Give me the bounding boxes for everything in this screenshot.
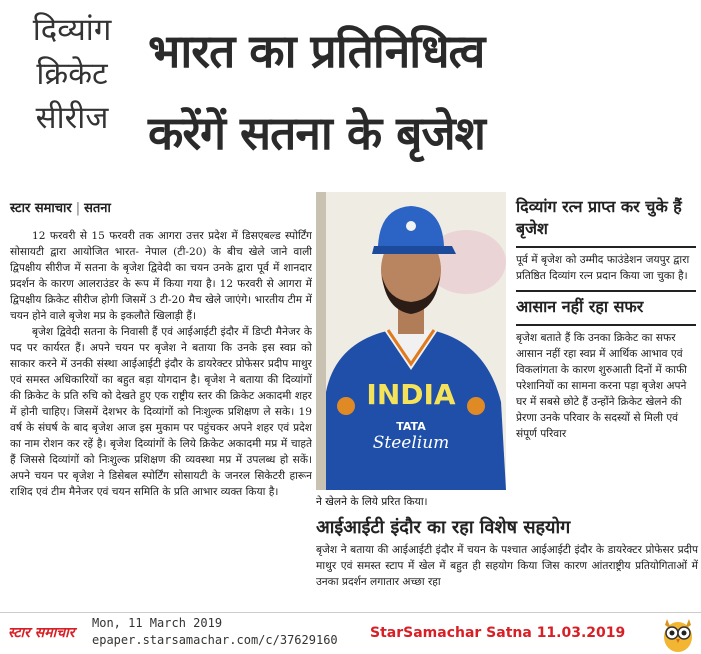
kicker-line-2: क्रिकेट [36,56,108,92]
headline [148,10,696,174]
jersey-sponsor-text: TATA [396,420,426,433]
footer-meta [92,615,338,649]
journey-heading: आसान नहीं रहा सफर [516,297,644,316]
owl-icon [661,615,695,653]
divider [516,246,696,248]
article-body [10,228,312,602]
journey-continuation: ने खेलने के लिये प्ररित किया। [316,496,428,508]
article-paragraph-1: 12 फरवरी से 15 फरवरी तक आगरा उत्तर प्रदेश में डिसएबल्ड स्पोर्टिंग सोसायटी द्वारा आयोजित भारत- नेपाल (टी-20) के बीच खेले जाने वाली द्विपक्षीय सीरीज में सतना के बृजेश द्विवेदी का चयन उनके द्वारा पूर्व में शानदार प्रदर्शन के कारण आलराउंडर के रूप में किया गया है। 12 फरवरी से आगरा में द्विपक्षीय क्रिकेट सीरीज होगी जिसमें 3 टी-20 मैच खेले जाएंगे। भारतीय टीम में चयन होने वाले बृजेश मप्र के इकलौते खिलाड़ी हैं। [10,230,312,322]
headline-line-1: भारत का प्रतिनिधित्व [148,24,485,78]
byline-source: स्टार समाचार [10,201,72,216]
kicker-line-1: दिव्यांग [32,12,112,48]
article-paragraph-2: बृजेश द्विवेदी सतना के निवासी हैं एवं आईआईटी इंदौर में डिप्टी मैनेजर के पद पर कार्यरत हैं। अपने चयन पर बृजेश ने बताया कि उनके इस स्वप्न को साकार करने में उनकी संस्था आईआईटी इंदौर के डायरेक्टर प्रोफेसर प्रदीप माथुर एवं समस्त अधिकारियों का बहुत बड़ा योगदान है। बृजेश ने बताया की दिव्यांगों की क्रिकेट के प्रति रुचि को देखते हुए एक राष्ट्रीय स्तर की क्रिकेट अकादमी शहर में होनी चाहिए। जिसमें देशभर के दिव्यांगों को निःशुल्क प्रशिक्षण ले सके। 19 वर्ष के संघर्ष के बाद बृजेश आज इस मुकाम पर पहुंचकर अपने शहर एवं प्रदेश का नाम रोशन कर रहें है। बृजेश दिव्यांगों के लिये क्रिकेट अकादमी मप्र में चाहते हैं जिससे दिव्यांगों को निःशुल्क प्रशिक्षण की व्यवस्था मप्र में उपलब्ध हो सकें। अपने चयन पर बृजेश ने डिसेबल स्पोर्टिंग सोसायटी के जनरल सिकेटरी हारून राशिद एवं टीम मैनेजर एवं चयन समिति के प्रति आभार व्यक्त किया है। [10,326,312,498]
epaper-footer [0,612,701,654]
award-heading: दिव्यांग रत्न प्राप्त कर चुके हैं बृजेश [516,197,682,238]
journey-body: बृजेश बताते हैं कि उनका क्रिकेट का सफर आसान नहीं रहा स्वप्न में आर्थिक आभाव एवं विकलांगता के कारण शुरुआती दिनों में काफी परेशानियों का सामना करना पड़ा बृजेश अपने घर में सबसे छोटे हैं उन्होंने क्रिकेट खेलने की प्रेरणा उनके परिवार के सदस्यों से मिली एवं संपूर्ण परिवार [516,332,687,440]
player-illustration [316,192,506,490]
divider [516,290,696,292]
jersey-sponsor-sub: Steelium [372,433,450,453]
jersey-india-text: INDIA [366,378,456,411]
footer-url[interactable]: epaper.starsamachar.com/c/37629160 [92,633,338,647]
footer-date: Mon, 11 March 2019 [92,616,223,630]
support-body: बृजेश ने बताया की आईआईटी इंदौर में चयन के पश्चात आईआईटी इंदौर के डायरेक्टर प्रोफेसर प्रदीप माथुर एवं समस्त स्टाप में खेल में बहुत ही सहयोग किया जिस कारण आंतराष्ट्रीय प्रतियोगिताओं में उनका प्रदर्शन लगातार अच्छा रहा [316,544,698,588]
section-kicker [6,8,138,140]
player-photo [316,192,506,490]
footer-caption: StarSamachar Satna 11.03.2019 [370,625,626,641]
support-heading: आईआईटी इंदौर का रहा विशेष सहयोग [316,517,571,538]
byline [10,198,111,216]
byline-separator: | [75,201,81,216]
brand-logo: स्टार समाचार [8,625,75,641]
headline-line-2: करेंगें सतना के बृजेश [148,106,485,160]
divider [516,324,696,326]
award-body: पूर्व में बृजेश को उम्मीद फाउंडेशन जयपुर द्वारा प्रतिष्ठित दिव्यांग रत्न प्रदान किया जा चुका है। [516,254,690,282]
byline-city: सतना [84,201,111,216]
kicker-line-3: सीरीज [35,100,109,136]
sidebar [516,196,696,442]
